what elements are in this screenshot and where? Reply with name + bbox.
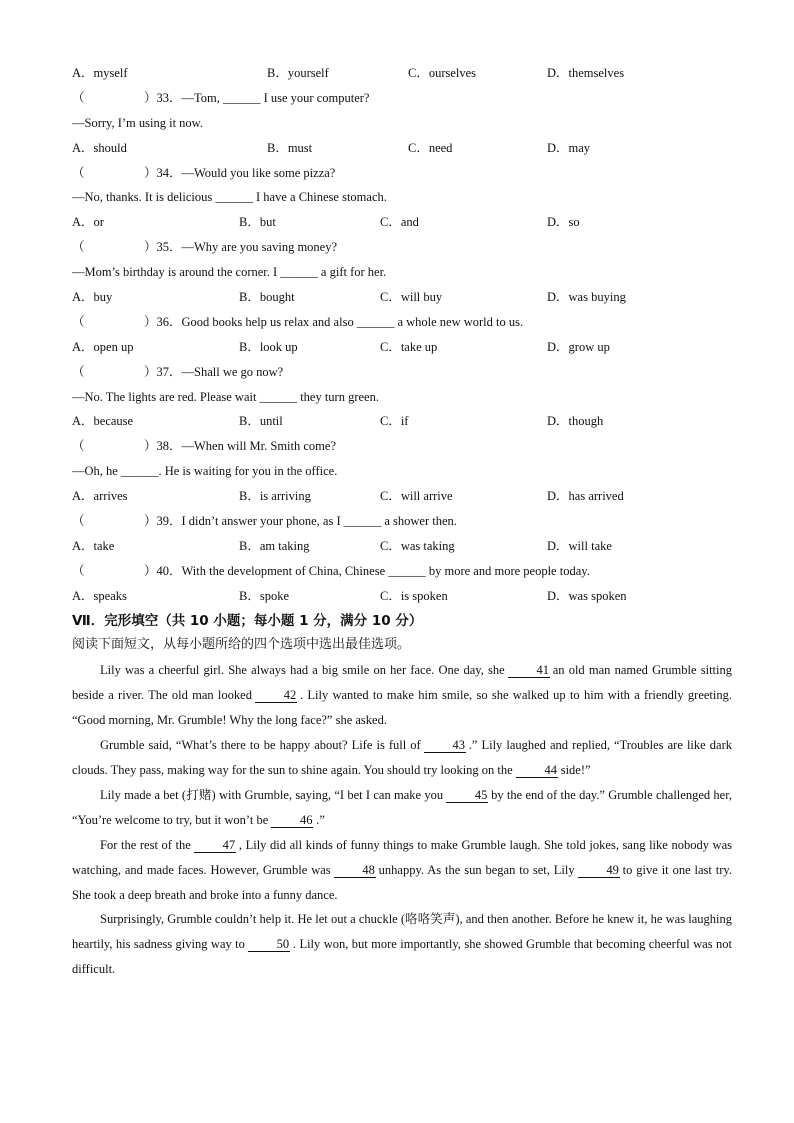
q33-options bbox=[72, 136, 732, 161]
passage-paragraph-3 bbox=[72, 783, 732, 833]
passage-text: . Lily won, but more importantly, she showed Grumble that becoming cheerful was not difficult. bbox=[72, 937, 732, 977]
q33-stem bbox=[72, 86, 732, 111]
q33-option-b[interactable]: B．must bbox=[267, 140, 313, 155]
q35-options bbox=[72, 285, 732, 310]
section-title: Ⅶ．完形填空（共 10 小题；每小题 1 分，满分 10 分） bbox=[72, 612, 423, 629]
paren-open: （ bbox=[72, 514, 85, 529]
passage-text: to give it one last try. She took a deep breath and broke into a funny dance. bbox=[72, 862, 732, 902]
q36-option-b[interactable]: B．look up bbox=[239, 339, 298, 354]
q35-reply: —Mom’s birthday is around the corner. I ______ a gift for her. bbox=[72, 265, 387, 280]
q39-option-b[interactable]: B．am taking bbox=[239, 538, 310, 553]
q36-stem bbox=[72, 310, 732, 335]
blank-45[interactable]: 45 bbox=[446, 788, 488, 803]
passage-text: Lily was a cheerful girl. She always had a big smile on her face. One day, she bbox=[100, 663, 505, 678]
question-text: ）37．—Shall we go now? bbox=[144, 364, 284, 379]
q34-option-b[interactable]: B．but bbox=[239, 215, 276, 230]
q40-stem bbox=[72, 559, 732, 584]
passage-text: Grumble said, “What’s there to be happy about? Life is full of bbox=[100, 738, 421, 753]
q38-option-c[interactable]: C．will arrive bbox=[380, 489, 453, 504]
question-text: ）33．—Tom, ______ I use your computer? bbox=[144, 90, 370, 105]
blank-44[interactable]: 44 bbox=[516, 763, 558, 778]
blank-43[interactable]: 43 bbox=[424, 738, 466, 753]
q40-option-b[interactable]: B．spoke bbox=[239, 588, 290, 603]
passage-paragraph-1 bbox=[72, 658, 732, 733]
passage-text: . Lily wanted to make him smile, so she walked up to him with a friendly greeting. “Good morning, Mr. Grumble! Why the long face?” she asked. bbox=[72, 688, 732, 728]
passage-text: unhappy. As the sun began to set, Lily bbox=[378, 862, 575, 877]
passage-text: Surprisingly, Grumble couldn’t help it. He let out a chuckle (咯咯笑声), and then another. Before he knew it, he was laughing heartily, his sadness giving way to bbox=[72, 912, 732, 952]
q36-options bbox=[72, 335, 732, 360]
paren-open: （ bbox=[72, 165, 85, 180]
q37-reply: —No. The lights are red. Please wait ______ they turn green. bbox=[72, 389, 379, 404]
blank-42[interactable]: 42 bbox=[255, 688, 297, 703]
q40-option-d[interactable]: D．was spoken bbox=[547, 588, 627, 603]
question-text: ）36．Good books help us relax and also ______ a whole new world to us. bbox=[144, 314, 524, 329]
q39-options bbox=[72, 534, 732, 559]
q34-option-a[interactable]: A．or bbox=[72, 215, 104, 230]
q38-option-a[interactable]: A．arrives bbox=[72, 489, 128, 504]
question-text: ）39．I didn’t answer your phone, as I ______ a shower then. bbox=[144, 514, 457, 529]
q37-option-b[interactable]: B．until bbox=[239, 414, 283, 429]
passage-paragraph-2 bbox=[72, 733, 732, 783]
q38-options bbox=[72, 484, 732, 509]
exam-page bbox=[72, 61, 732, 982]
q34-option-c[interactable]: C．and bbox=[380, 215, 419, 230]
blank-49[interactable]: 49 bbox=[578, 863, 620, 878]
blank-41[interactable]: 41 bbox=[508, 663, 550, 678]
q34-option-d[interactable]: D．so bbox=[547, 215, 580, 230]
blank-50[interactable]: 50 bbox=[248, 937, 290, 952]
q40-option-c[interactable]: C．is spoken bbox=[380, 588, 448, 603]
blank-47[interactable]: 47 bbox=[194, 838, 236, 853]
blank-48[interactable]: 48 bbox=[334, 863, 376, 878]
q37-option-a[interactable]: A．because bbox=[72, 414, 134, 429]
question-text: ）34．—Would you like some pizza? bbox=[144, 165, 336, 180]
q36-option-c[interactable]: C．take up bbox=[380, 339, 438, 354]
passage-text: For the rest of the bbox=[100, 837, 191, 852]
q39-stem bbox=[72, 509, 732, 534]
paren-open: （ bbox=[72, 563, 85, 578]
paren-open: （ bbox=[72, 240, 85, 255]
paren-open: （ bbox=[72, 439, 85, 454]
blank-46[interactable]: 46 bbox=[271, 813, 313, 828]
q35-option-d[interactable]: D．was buying bbox=[547, 290, 626, 305]
q37-option-c[interactable]: C．if bbox=[380, 414, 409, 429]
q34-stem bbox=[72, 161, 732, 186]
q34-reply: —No, thanks. It is delicious ______ I have a Chinese stomach. bbox=[72, 190, 387, 205]
q37-stem bbox=[72, 360, 732, 385]
q32-option-d[interactable]: D．themselves bbox=[547, 66, 625, 80]
q35-option-a[interactable]: A．buy bbox=[72, 290, 113, 305]
q38-option-b[interactable]: B．is arriving bbox=[239, 489, 311, 504]
q33-option-c[interactable]: C．need bbox=[408, 140, 453, 155]
q32-option-a[interactable]: A．myself bbox=[72, 66, 128, 80]
q36-option-a[interactable]: A．open up bbox=[72, 339, 134, 354]
q37-options bbox=[72, 409, 732, 434]
passage-text: side!” bbox=[560, 763, 591, 777]
q38-stem bbox=[72, 434, 732, 459]
q35-option-b[interactable]: B．bought bbox=[239, 290, 295, 305]
q36-option-d[interactable]: D．grow up bbox=[547, 339, 610, 354]
q35-stem bbox=[72, 235, 732, 260]
passage-text: .” Lily laughed and replied, “Troubles are like dark clouds. They pass, making way for the sun to shine again. You should try looking on the bbox=[72, 738, 732, 777]
question-text: ）35．—Why are you saving money? bbox=[144, 240, 338, 255]
passage-text: .” bbox=[316, 812, 325, 827]
q32-options bbox=[72, 61, 732, 86]
q37-option-d[interactable]: D．though bbox=[547, 414, 604, 429]
question-text: ）40．With the development of China, Chinese ______ by more and more people today. bbox=[144, 563, 590, 578]
paren-open: （ bbox=[72, 90, 85, 105]
q33-reply: —Sorry, I’m using it now. bbox=[72, 115, 204, 130]
q33-option-a[interactable]: A．should bbox=[72, 140, 127, 155]
paren-open: （ bbox=[72, 364, 85, 379]
passage-paragraph-5 bbox=[72, 907, 732, 982]
passage-text: by the end of the day.” Grumble challenged her, “You’re welcome to try, but it won’t be bbox=[72, 787, 732, 827]
q32-option-b[interactable]: B．yourself bbox=[267, 66, 329, 80]
passage-text: Lily made a bet (打赌) with Grumble, saying, “I bet I can make you bbox=[100, 787, 444, 802]
question-text: ）38．—When will Mr. Smith come? bbox=[144, 439, 336, 454]
q39-option-a[interactable]: A．take bbox=[72, 538, 115, 553]
q39-option-d[interactable]: D．will take bbox=[547, 538, 612, 553]
q40-options bbox=[72, 584, 732, 609]
q34-options bbox=[72, 210, 732, 235]
q38-reply: —Oh, he ______. He is waiting for you in the office. bbox=[72, 464, 338, 479]
passage-text: , Lily did all kinds of funny things to make Grumble laugh. She told jokes, sang like nobody was watching, and made faces. However, Grumble was bbox=[72, 837, 732, 877]
q38-option-d[interactable]: D．has arrived bbox=[547, 489, 624, 504]
paren-open: （ bbox=[72, 314, 85, 329]
passage-paragraph-4 bbox=[72, 833, 732, 908]
q35-option-c[interactable]: C．will buy bbox=[380, 290, 443, 305]
section-instruction: 阅读下面短文，从每小题所给的四个选项中选出最佳选项。 bbox=[72, 637, 411, 653]
passage-text: an old man named Grumble sitting beside a river. The old man looked bbox=[72, 663, 732, 703]
q33-option-d[interactable]: D．may bbox=[547, 140, 591, 155]
q40-option-a[interactable]: A．speaks bbox=[72, 588, 127, 603]
q39-option-c[interactable]: C．was taking bbox=[380, 538, 455, 553]
q32-option-c[interactable]: C．ourselves bbox=[408, 66, 477, 80]
